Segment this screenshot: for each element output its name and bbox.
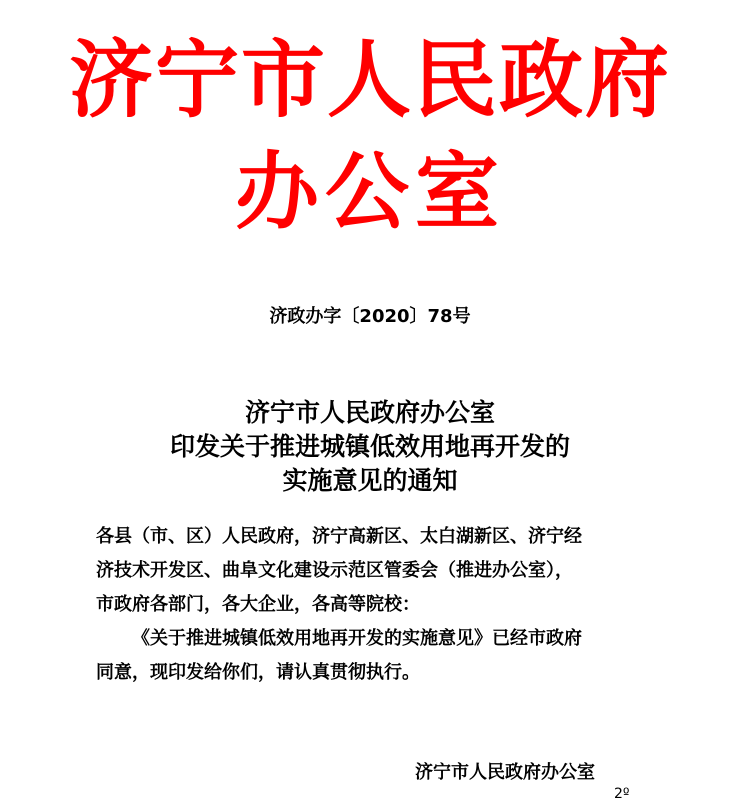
document-body — [96, 520, 656, 690]
signature: 济宁市人民政府办公室 — [415, 762, 595, 783]
body-line3: 市政府各部门，各大企业，各高等院校： — [96, 594, 420, 615]
body-line5: 同意，现印发给你们，请认真贯彻执行。 — [96, 662, 420, 683]
header-title-line1: 济宁市人民政府 — [68, 31, 671, 129]
title-line3: 实施意见的通知 — [282, 466, 458, 495]
body-line2: 济技术开发区、曲阜文化建设示范区管委会（推进办公室）， — [96, 560, 573, 581]
header-title-line2: 办公室 — [234, 143, 505, 241]
title-line1: 济宁市人民政府办公室 — [244, 398, 495, 427]
document-number: 济政办字〔2020〕78号 — [269, 306, 471, 327]
footer-partial-text: 2º — [614, 786, 630, 802]
body-line1: 各县（市、区）人民政府，济宁高新区、太白湖新区、济宁经 — [96, 526, 582, 547]
body-line4: 《关于推进城镇低效用地再开发的实施意见》已经市政府 — [132, 628, 582, 649]
document-title — [0, 396, 740, 498]
title-line2: 印发关于推进城镇低效用地再开发的 — [169, 432, 570, 461]
